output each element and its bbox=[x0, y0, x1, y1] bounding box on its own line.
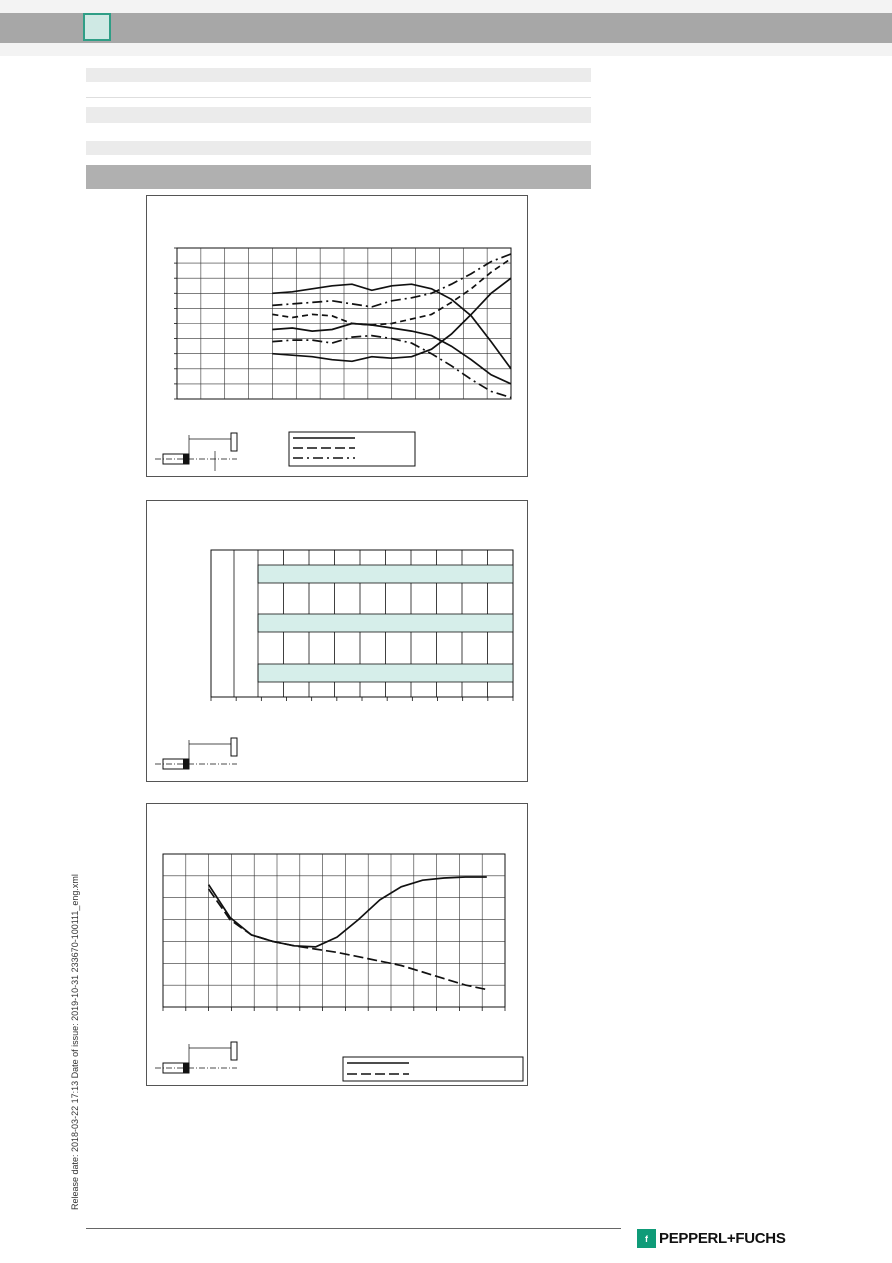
header-bar bbox=[0, 13, 892, 43]
highlight-band-3 bbox=[258, 664, 513, 682]
target-plate-icon bbox=[231, 738, 237, 756]
header-logo-square bbox=[83, 13, 111, 41]
series-line-1 bbox=[209, 877, 487, 947]
brand-logo bbox=[637, 1229, 786, 1248]
section-bar-2 bbox=[86, 107, 591, 123]
response-curve-chart bbox=[147, 196, 527, 476]
brand-mark-icon: f bbox=[637, 1229, 656, 1248]
section-divider-1 bbox=[86, 97, 591, 98]
section-bar-heading bbox=[86, 165, 591, 189]
section-bar-1 bbox=[86, 68, 591, 82]
legend-box bbox=[343, 1057, 523, 1081]
footer-divider bbox=[86, 1228, 621, 1229]
target-plate-icon bbox=[231, 1042, 237, 1060]
section-bar-3 bbox=[86, 141, 591, 155]
brand-name: PEPPERL+FUCHS bbox=[659, 1230, 786, 1247]
target-plate-icon bbox=[231, 433, 237, 451]
series-line-2 bbox=[209, 889, 487, 990]
legend-box bbox=[289, 432, 415, 466]
highlight-band-1 bbox=[258, 565, 513, 583]
detection-range-table bbox=[147, 501, 527, 781]
chart-panel-1 bbox=[146, 195, 528, 477]
characteristic-curve-chart bbox=[147, 804, 527, 1085]
release-info-text: Release date: 2018-03-22 17:13 Date of issue: 2019-10-31 233670-100111_eng.xml bbox=[70, 874, 80, 1210]
highlight-band-2 bbox=[258, 614, 513, 632]
chart-panel-3 bbox=[146, 803, 528, 1086]
chart-panel-2 bbox=[146, 500, 528, 782]
